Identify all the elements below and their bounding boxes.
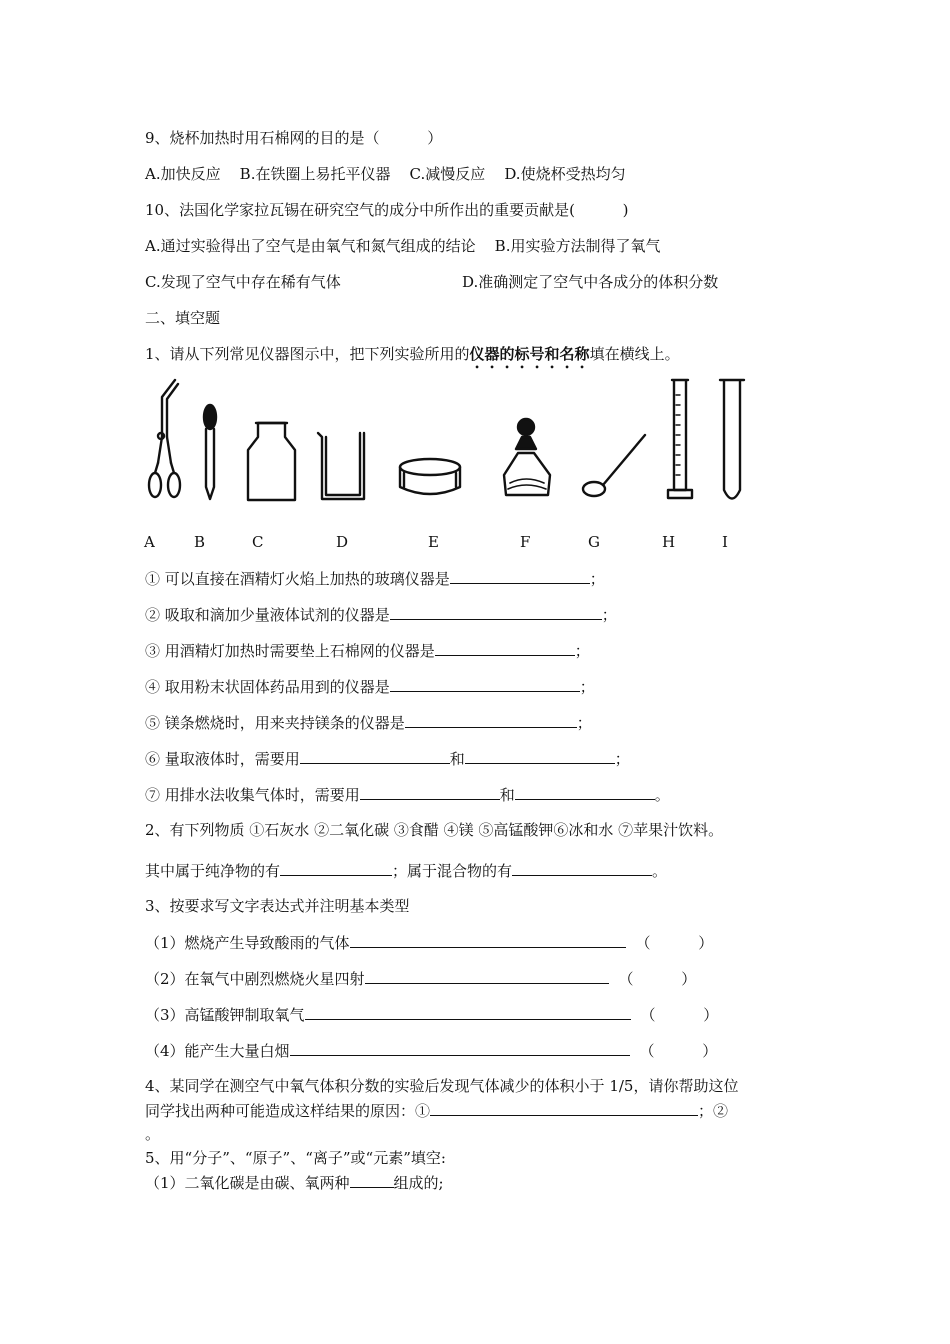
answer-blank[interactable] [435,640,575,656]
fill-q4-line-3: 。 [145,1125,161,1143]
fill-q4-line-2: 同学找出两种可能造成这样结果的原因：① ；② [145,1102,729,1120]
instr-label-b: B [194,533,206,551]
answer-blank[interactable] [280,860,392,876]
fill-q1-stem-bold: 仪器的标号和名称 [469,345,590,363]
graduated-cylinder-icon [668,380,692,498]
answer-blank[interactable] [405,712,577,728]
spoon-icon [583,435,645,496]
answer-blank[interactable] [390,676,580,692]
instr-label-e: E [428,533,439,551]
q10-stem: 10、法国化学家拉瓦锡在研究空气的成分中所作出的重要贡献是( ) [145,201,629,219]
reagent-bottle-icon [248,423,295,500]
instr-label-d: D [336,533,349,551]
fill-q3-stem: 3、按要求写文字表达式并注明基本类型 [145,897,410,915]
fill-q1-stem [145,344,680,372]
instr-label-h: H [662,533,676,551]
instr-label-f: F [520,533,531,551]
fill-q5-stem: 5、用“分子”、“原子”、“离子”或“元素”填空: [145,1149,446,1167]
fill-item-7: ⑦ 用排水法收集气体时，需要用 和 。 [145,786,670,804]
answer-blank[interactable] [465,748,615,764]
section-title: 二、填空题 [145,309,221,327]
fill-item-4: ④ 取用粉末状固体药品用到的仪器是 ； [145,678,595,696]
alcohol-lamp-icon [504,419,550,495]
answer-blank[interactable] [430,1100,698,1116]
answer-blank[interactable] [365,968,609,984]
fill-q2-stem: 2、有下列物质 ①石灰水 ②二氧化碳 ③食醋 ④镁 ⑤高锰酸钾⑥冰和水 ⑦苹果汁饮料。 [145,821,724,839]
q10-option-d: D.准确测定了空气中各成分的体积分数 [462,273,719,291]
q9-options: A.加快反应 B.在铁圈上易托平仪器 C.减慢反应 D.使烧杯受热均匀 [145,165,626,183]
instrument-illustration [140,375,760,510]
fill-q5-item-1: （1）二氧化碳是由碳、氧两种 组成的; [145,1174,444,1192]
fill-q1-stem-pre: 1、请从下列常见仪器图示中，把下列实验所用的 [145,345,470,363]
answer-blank[interactable] [512,860,652,876]
fill-item-3: ③ 用酒精灯加热时需要垫上石棉网的仪器是 ； [145,642,590,660]
fill-q4-line-1: 4、某同学在测空气中氧气体积分数的实验后发现气体减少的体积小于 1/5，请你帮助这位 [145,1077,739,1095]
instr-label-g: G [588,533,600,551]
fill-q3-item-3: （3）高锰酸钾制取氧气 （ ） [145,1006,719,1024]
q10-options-ab: A.通过实验得出了空气是由氧气和氮气组成的结论 B.用实验方法制得了氧气 [145,237,661,255]
test-tube-icon [720,380,744,499]
fill-q2-answer: 其中属于纯净物的有 ；属于混合物的有 。 [145,862,668,880]
fill-q1-stem-post: 填在横线上。 [589,345,680,363]
fill-item-2: ② 吸取和滴加少量液体试剂的仪器是 ； [145,606,617,624]
beaker-icon [318,433,364,499]
answer-blank[interactable] [305,1004,631,1020]
instr-label-c: C [252,533,264,551]
answer-blank[interactable] [290,1040,630,1056]
dish-icon [400,459,460,494]
fill-item-6: ⑥ 量取液体时，需要用 和 ； [145,750,630,768]
instr-label-i: I [722,533,728,551]
fill-q3-item-1: （1）燃烧产生导致酸雨的气体 （ ） [145,934,714,952]
crucible-tongs-icon [149,380,180,497]
q10-option-c: C.发现了空气中存在稀有气体 [145,273,341,291]
answer-blank[interactable] [450,568,590,584]
fill-item-1: ① 可以直接在酒精灯火焰上加热的玻璃仪器是 ； [145,570,605,588]
q9-stem: 9、烧杯加热时用石棉网的目的是（ ） [145,129,443,147]
answer-blank[interactable] [515,784,655,800]
answer-blank[interactable] [360,784,500,800]
answer-blank[interactable] [350,932,626,948]
instr-label-a: A [144,533,155,551]
answer-blank[interactable] [390,604,602,620]
answer-blank[interactable] [350,1172,394,1188]
fill-item-5: ⑤ 镁条燃烧时，用来夹持镁条的仪器是 ； [145,714,592,732]
answer-blank[interactable] [300,748,450,764]
fill-q3-item-2: （2）在氧气中剧烈燃烧火星四射 （ ） [145,970,697,988]
dropper-icon [204,405,216,499]
fill-q3-item-4: （4）能产生大量白烟 （ ） [145,1042,718,1060]
